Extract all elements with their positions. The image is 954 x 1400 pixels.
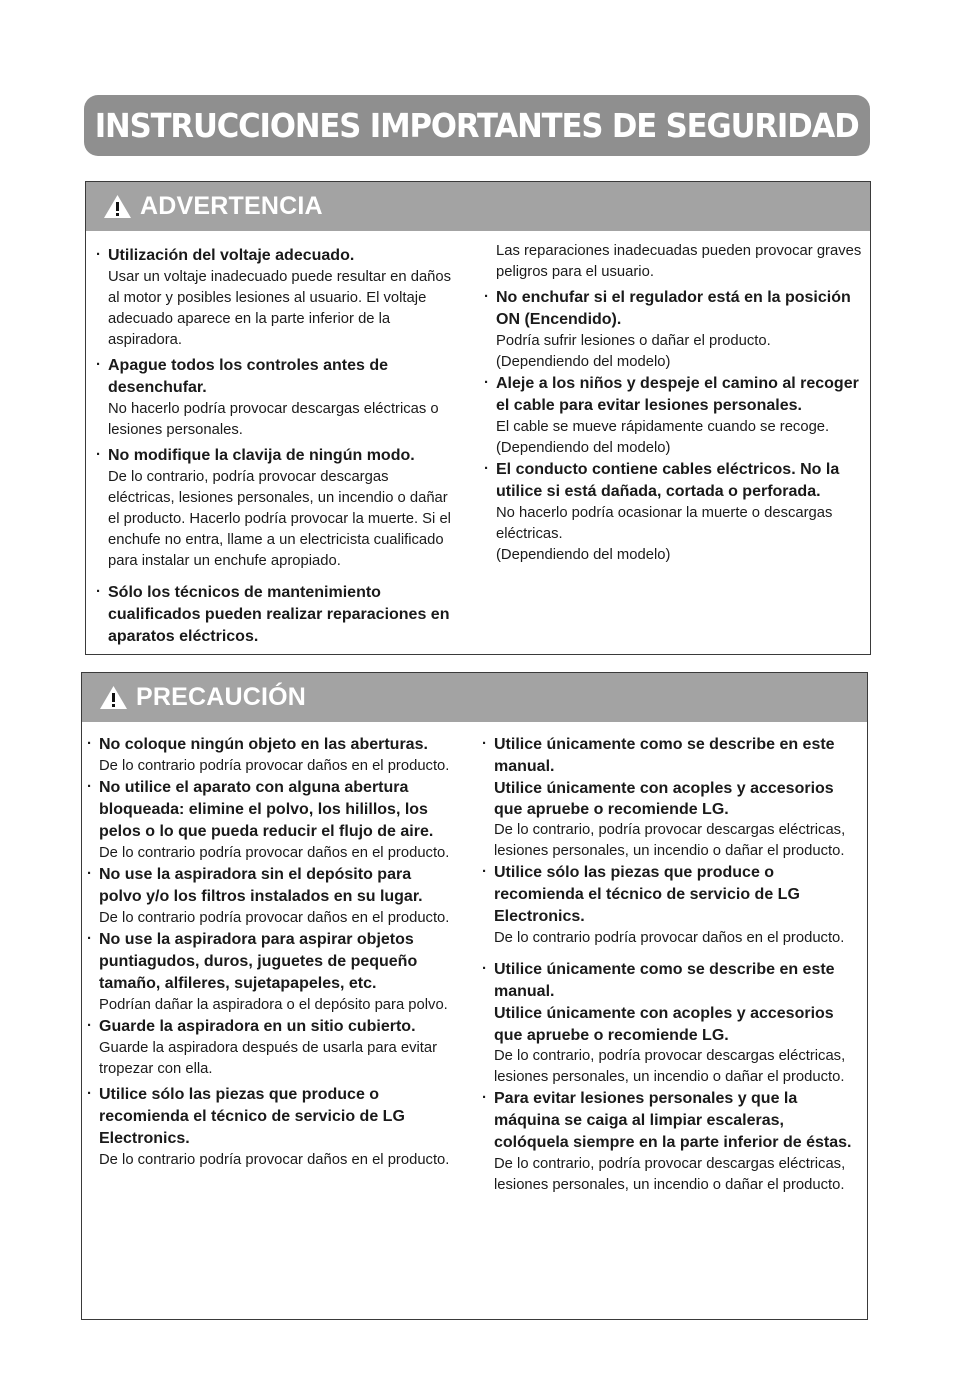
warning-right-column — [484, 241, 864, 566]
item-body: De lo contrario podría provocar daños en el producto. — [99, 758, 450, 774]
item-note: (Dependiendo del modelo) — [496, 354, 671, 370]
item-body: De lo contrario podría provocar daños en el producto. — [99, 1152, 450, 1168]
warning-left-column — [96, 245, 456, 648]
warning-item: · Apague todos los controles antes de desenchufar. No hacerlo podría provocar descargas eléctricas o lesiones personales. — [96, 355, 456, 441]
item-subheading: Utilice únicamente con acoples y accesorios que apruebe o recomiende LG. — [494, 780, 834, 819]
item-heading: Guarde la aspiradora en un sitio cubierto. — [99, 1018, 416, 1035]
warning-item: · Utilización del voltaje adecuado. Usar un voltaje inadecuado puede resultar en daños al motor y posibles lesiones al usuario. El voltaje adecuado aparece en la parte inferior de la aspiradora. — [96, 245, 456, 351]
caution-left-column — [87, 734, 452, 1171]
item-heading: Utilización del voltaje adecuado. — [108, 247, 355, 264]
item-body: Las reparaciones inadecuadas pueden provocar graves peligros para el usuario. — [496, 243, 862, 280]
caution-item: · Utilice únicamente como se describe en este manual. Utilice únicamente con acoples y accesorios que apruebe o recomiende LG. De lo contrario, podría provocar descargas eléctricas, lesiones personales, un incendio o dañar el producto. — [482, 959, 862, 1087]
warning-item: · No enchufar si el regulador está en la posición ON (Encendido). Podría sufrir lesiones o dañar el producto. (Dependiendo del modelo) — [484, 287, 864, 373]
caution-heading: PRECAUCIÓN — [136, 683, 307, 711]
item-heading: No modifique la clavija de ningún modo. — [108, 447, 415, 464]
caution-right-column — [482, 734, 862, 1196]
caution-item: · Guarde la aspiradora en un sitio cubierto. Guarde la aspiradora después de usarla para evitar tropezar con ella. — [87, 1016, 452, 1080]
warning-item: · El conducto contiene cables eléctricos. No la utilice si está dañada, cortada o perforada. No hacerlo podría ocasionar la muerte o descargas eléctricas. (Dependiendo del modelo) — [484, 459, 864, 566]
item-body: De lo contrario, podría provocar descargas eléctricas, lesiones personales, un incendio o dañar el producto. — [494, 1047, 846, 1085]
caution-item: · Utilice sólo las piezas que produce o recomienda el técnico de servicio de LG Electronics. De lo contrario podría provocar daños en el producto. — [87, 1084, 452, 1171]
caution-header — [82, 673, 867, 722]
warning-triangle-icon — [103, 194, 132, 219]
item-heading: No utilice el aparato con alguna abertura bloqueada: elimine el polvo, los hilillos, los pelos o lo que pueda reducir el flujo de aire. — [99, 779, 434, 840]
item-heading: Apague todos los controles antes de desenchufar. — [108, 357, 389, 396]
item-body: De lo contrario podría provocar daños en el producto. — [99, 910, 450, 926]
warning-item: · Sólo los técnicos de mantenimiento cualificados pueden realizar reparaciones en aparatos eléctricos. — [96, 584, 450, 645]
page-title-banner — [84, 95, 870, 156]
item-heading: No enchufar si el regulador está en la posición ON (Encendido). — [496, 289, 851, 328]
item-heading: El conducto contiene cables eléctricos. No la utilice si está dañada, cortada o perforada. — [496, 461, 840, 500]
caution-item: · No use la aspiradora sin el depósito para polvo y/o los filtros instalados en su lugar. De lo contrario podría provocar daños en el producto. — [87, 864, 452, 929]
warning-item: · Aleje a los niños y despeje el camino al recoger el cable para evitar lesiones personales. El cable se mueve rápidamente cuando se recoge. (Dependiendo del modelo) — [484, 373, 864, 459]
item-body: De lo contrario, podría provocar descargas eléctricas, lesiones personales, un incendio o dañar el producto. — [494, 1155, 846, 1193]
warning-triangle-icon — [99, 685, 128, 710]
warning-item: · No modifique la clavija de ningún modo. De lo contrario, podría provocar descargas eléctricas, lesiones personales, un incendio o dañar el producto. Hacerlo podría provocar la muerte. Si el enchufe no entra, llame a un electricista cualificado para instalar un enchufe apropiado. — [96, 445, 456, 572]
item-heading: Aleje a los niños y despeje el camino al recoger el cable para evitar lesiones personales. — [496, 375, 859, 414]
item-body: Podrían dañar la aspiradora o el depósito para polvo. — [99, 997, 448, 1013]
item-heading: Utilice únicamente como se describe en este manual. — [494, 961, 835, 1001]
item-body: Usar un voltaje inadecuado puede resultar en daños al motor y posibles lesiones al usuario. El voltaje adecuado aparece en la parte inferior de la aspiradora. — [108, 269, 452, 348]
item-heading: Para evitar lesiones personales y que la máquina se caiga al limpiar escaleras, colóquela siempre en la parte inferior de éstas. — [494, 1089, 852, 1151]
item-body: No hacerlo podría ocasionar la muerte o descargas eléctricas. — [496, 505, 833, 542]
warning-item-continued — [484, 241, 864, 283]
item-body: De lo contrario podría provocar daños en el producto. — [99, 845, 450, 861]
item-body: Guarde la aspiradora después de usarla para evitar tropezar con ella. — [99, 1040, 438, 1077]
item-heading: No use la aspiradora sin el depósito para polvo y/o los filtros instalados en su lugar. — [99, 866, 423, 905]
item-body: De lo contrario podría provocar daños en el producto. — [494, 930, 845, 947]
item-body: El cable se mueve rápidamente cuando se recoge. — [496, 419, 830, 435]
item-note: (Dependiendo del modelo) — [496, 547, 671, 563]
item-heading: No coloque ningún objeto en las aberturas. — [99, 736, 428, 753]
item-body: De lo contrario, podría provocar descargas eléctricas, lesiones personales, un incendio o dañar el producto. — [494, 822, 846, 860]
warning-header — [86, 182, 870, 231]
item-body: Podría sufrir lesiones o dañar el producto. — [496, 333, 771, 349]
item-body: De lo contrario, podría provocar descargas eléctricas, lesiones personales, un incendio o dañar el producto. Hacerlo podría provocar la muerte. Si el enchufe no entra, llame a un electricista cualificado para instalar un enchufe apropiado. — [108, 469, 451, 569]
item-heading: Utilice únicamente como se describe en este manual. — [494, 736, 835, 775]
caution-item: · No coloque ningún objeto en las aberturas. De lo contrario podría provocar daños en el producto. — [87, 734, 452, 777]
warning-section — [85, 181, 871, 655]
caution-item: · No use la aspiradora para aspirar objetos puntiagudos, duros, juguetes de pequeño tamaño, alfileres, sujetapapeles, etc. Podrían dañar la aspiradora o el depósito para polvo. — [87, 929, 452, 1016]
item-body: No hacerlo podría provocar descargas eléctricas o lesiones personales. — [108, 401, 439, 438]
page-title: INSTRUCCIONES IMPORTANTES DE SEGURIDAD — [95, 106, 859, 145]
caution-section — [81, 672, 868, 1320]
item-subheading: Utilice únicamente con acoples y accesorios que apruebe o recomiende LG. — [494, 1005, 834, 1044]
item-note: (Dependiendo del modelo) — [496, 440, 671, 456]
caution-item: · No utilice el aparato con alguna abertura bloqueada: elimine el polvo, los hilillos, los pelos o lo que pueda reducir el flujo de aire. De lo contrario podría provocar daños en el producto. — [87, 777, 452, 864]
item-heading: Utilice sólo las piezas que produce o recomienda el técnico de servicio de LG Electronics. — [494, 864, 800, 926]
item-heading: Sólo los técnicos de mantenimiento cualificados pueden realizar reparaciones en aparatos eléctricos. — [108, 584, 450, 645]
caution-item: · Utilice sólo las piezas que produce o recomienda el técnico de servicio de LG Electronics. De lo contrario podría provocar daños en el producto. — [482, 862, 862, 949]
caution-item: · Para evitar lesiones personales y que la máquina se caiga al limpiar escaleras, colóquela siempre en la parte inferior de éstas. De lo contrario, podría provocar descargas eléctricas, lesiones personales, un incendio o dañar el producto. — [482, 1088, 862, 1196]
warning-heading: ADVERTENCIA — [140, 192, 323, 220]
item-heading: No use la aspiradora para aspirar objetos puntiagudos, duros, juguetes de pequeño tamaño, alfileres, sujetapapeles, etc. — [99, 931, 418, 992]
caution-item: · Utilice únicamente como se describe en este manual. Utilice únicamente con acoples y accesorios que apruebe o recomiende LG. De lo contrario, podría provocar descargas eléctricas, lesiones personales, un incendio o dañar el producto. — [482, 734, 862, 862]
item-heading: Utilice sólo las piezas que produce o recomienda el técnico de servicio de LG Electronics. — [99, 1086, 405, 1147]
